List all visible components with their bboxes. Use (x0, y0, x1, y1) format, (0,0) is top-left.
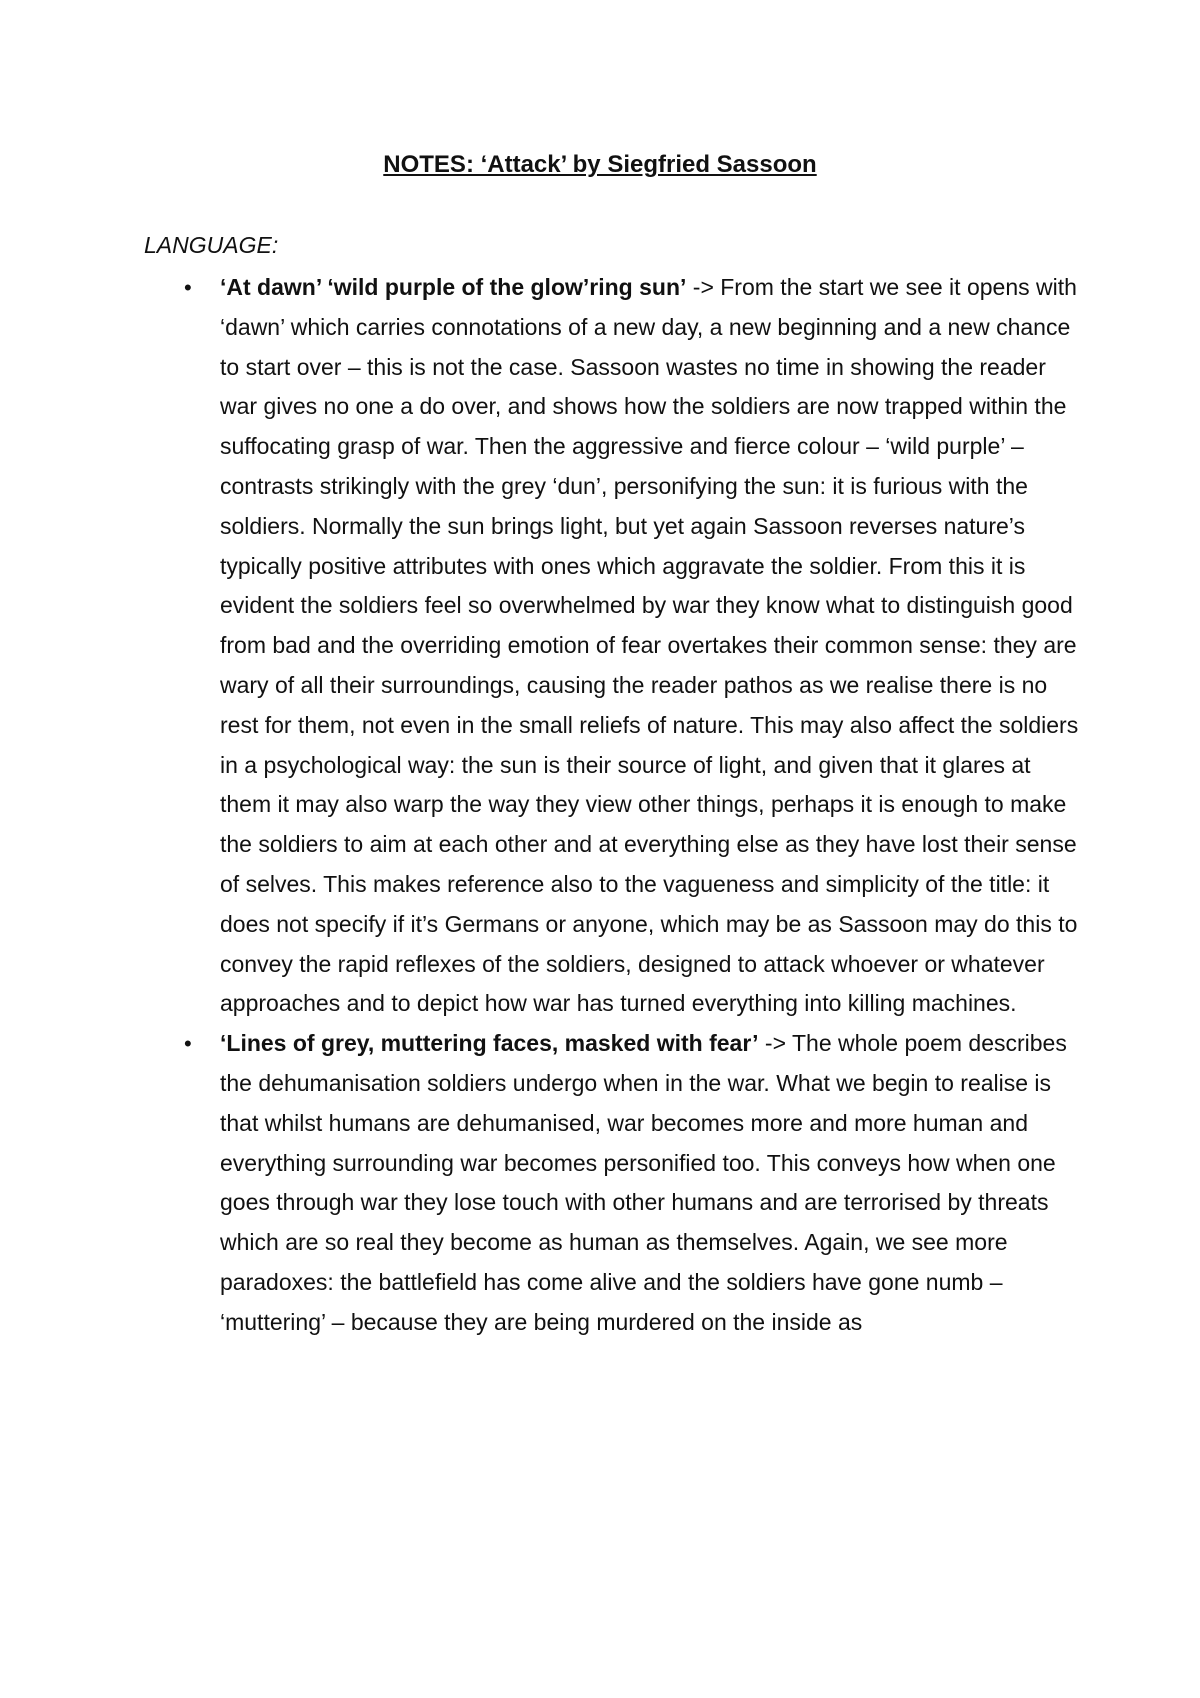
document-title: NOTES: ‘Attack’ by Siegfried Sassoon (383, 151, 817, 178)
notes-list (184, 268, 1080, 1343)
note-analysis: -> From the start we see it opens with ‘dawn’ which carries connotations of a new day, a new beginning and a new chance to start over – this is not the case. Sassoon wastes no time in showing the reader war gives no one a do over, and shows how the soldiers are now trapped within the suffocating grasp of war. Then the aggressive and fierce colour – ‘wild purple’ – contrasts strikingly with the grey ‘dun’, personifying the sun: it is furious with the soldiers. Normally the sun brings light, but yet again Sassoon reverses nature’s typically positive attributes with ones which aggravate the soldier. From this it is evident the soldiers feel so overwhelmed by war they know what to distinguish good from bad and the overriding emotion of fear overtakes their common sense: they are wary of all their surroundings, causing the reader pathos as we realise there is no rest for them, not even in the small reliefs of nature. This may also affect the soldiers in a psychological way: the sun is their source of light, and given that it glares at them it may also warp the way they view other things, perhaps it is enough to make the soldiers to aim at each other and at everything else as they have lost their sense of selves. This makes reference also to the vagueness and simplicity of the title: it does not specify if it’s Germans or anyone, which may be as Sassoon may do this to convey the rapid reflexes of the soldiers, designed to attack whoever or whatever approaches and to depict how war has turned everything into killing machines. (220, 274, 1079, 1017)
note-quote: ‘At dawn’ ‘wild purple of the glow’ring sun’ (220, 274, 687, 300)
section-heading-language: LANGUAGE: (144, 232, 279, 258)
bullet-icon: • (184, 1031, 192, 1057)
note-item (184, 1024, 1080, 1342)
note-quote: ‘Lines of grey, muttering faces, masked with fear’ (220, 1030, 759, 1057)
bullet-icon: • (184, 275, 192, 300)
note-item (184, 268, 1080, 1024)
note-analysis: -> The whole poem describes the dehumanisation soldiers undergo when in the war. What we begin to realise is that whilst humans are dehumanised, war becomes more and more human and everything surrounding war becomes personified too. This conveys how when one goes through war they lose touch with other humans and are terrorised by threats which are so real they become as human as themselves. Again, we see more paradoxes: the battlefield has come alive and the soldiers have gone numb – ‘muttering’ – because they are being murdered on the inside as (220, 1030, 1067, 1335)
